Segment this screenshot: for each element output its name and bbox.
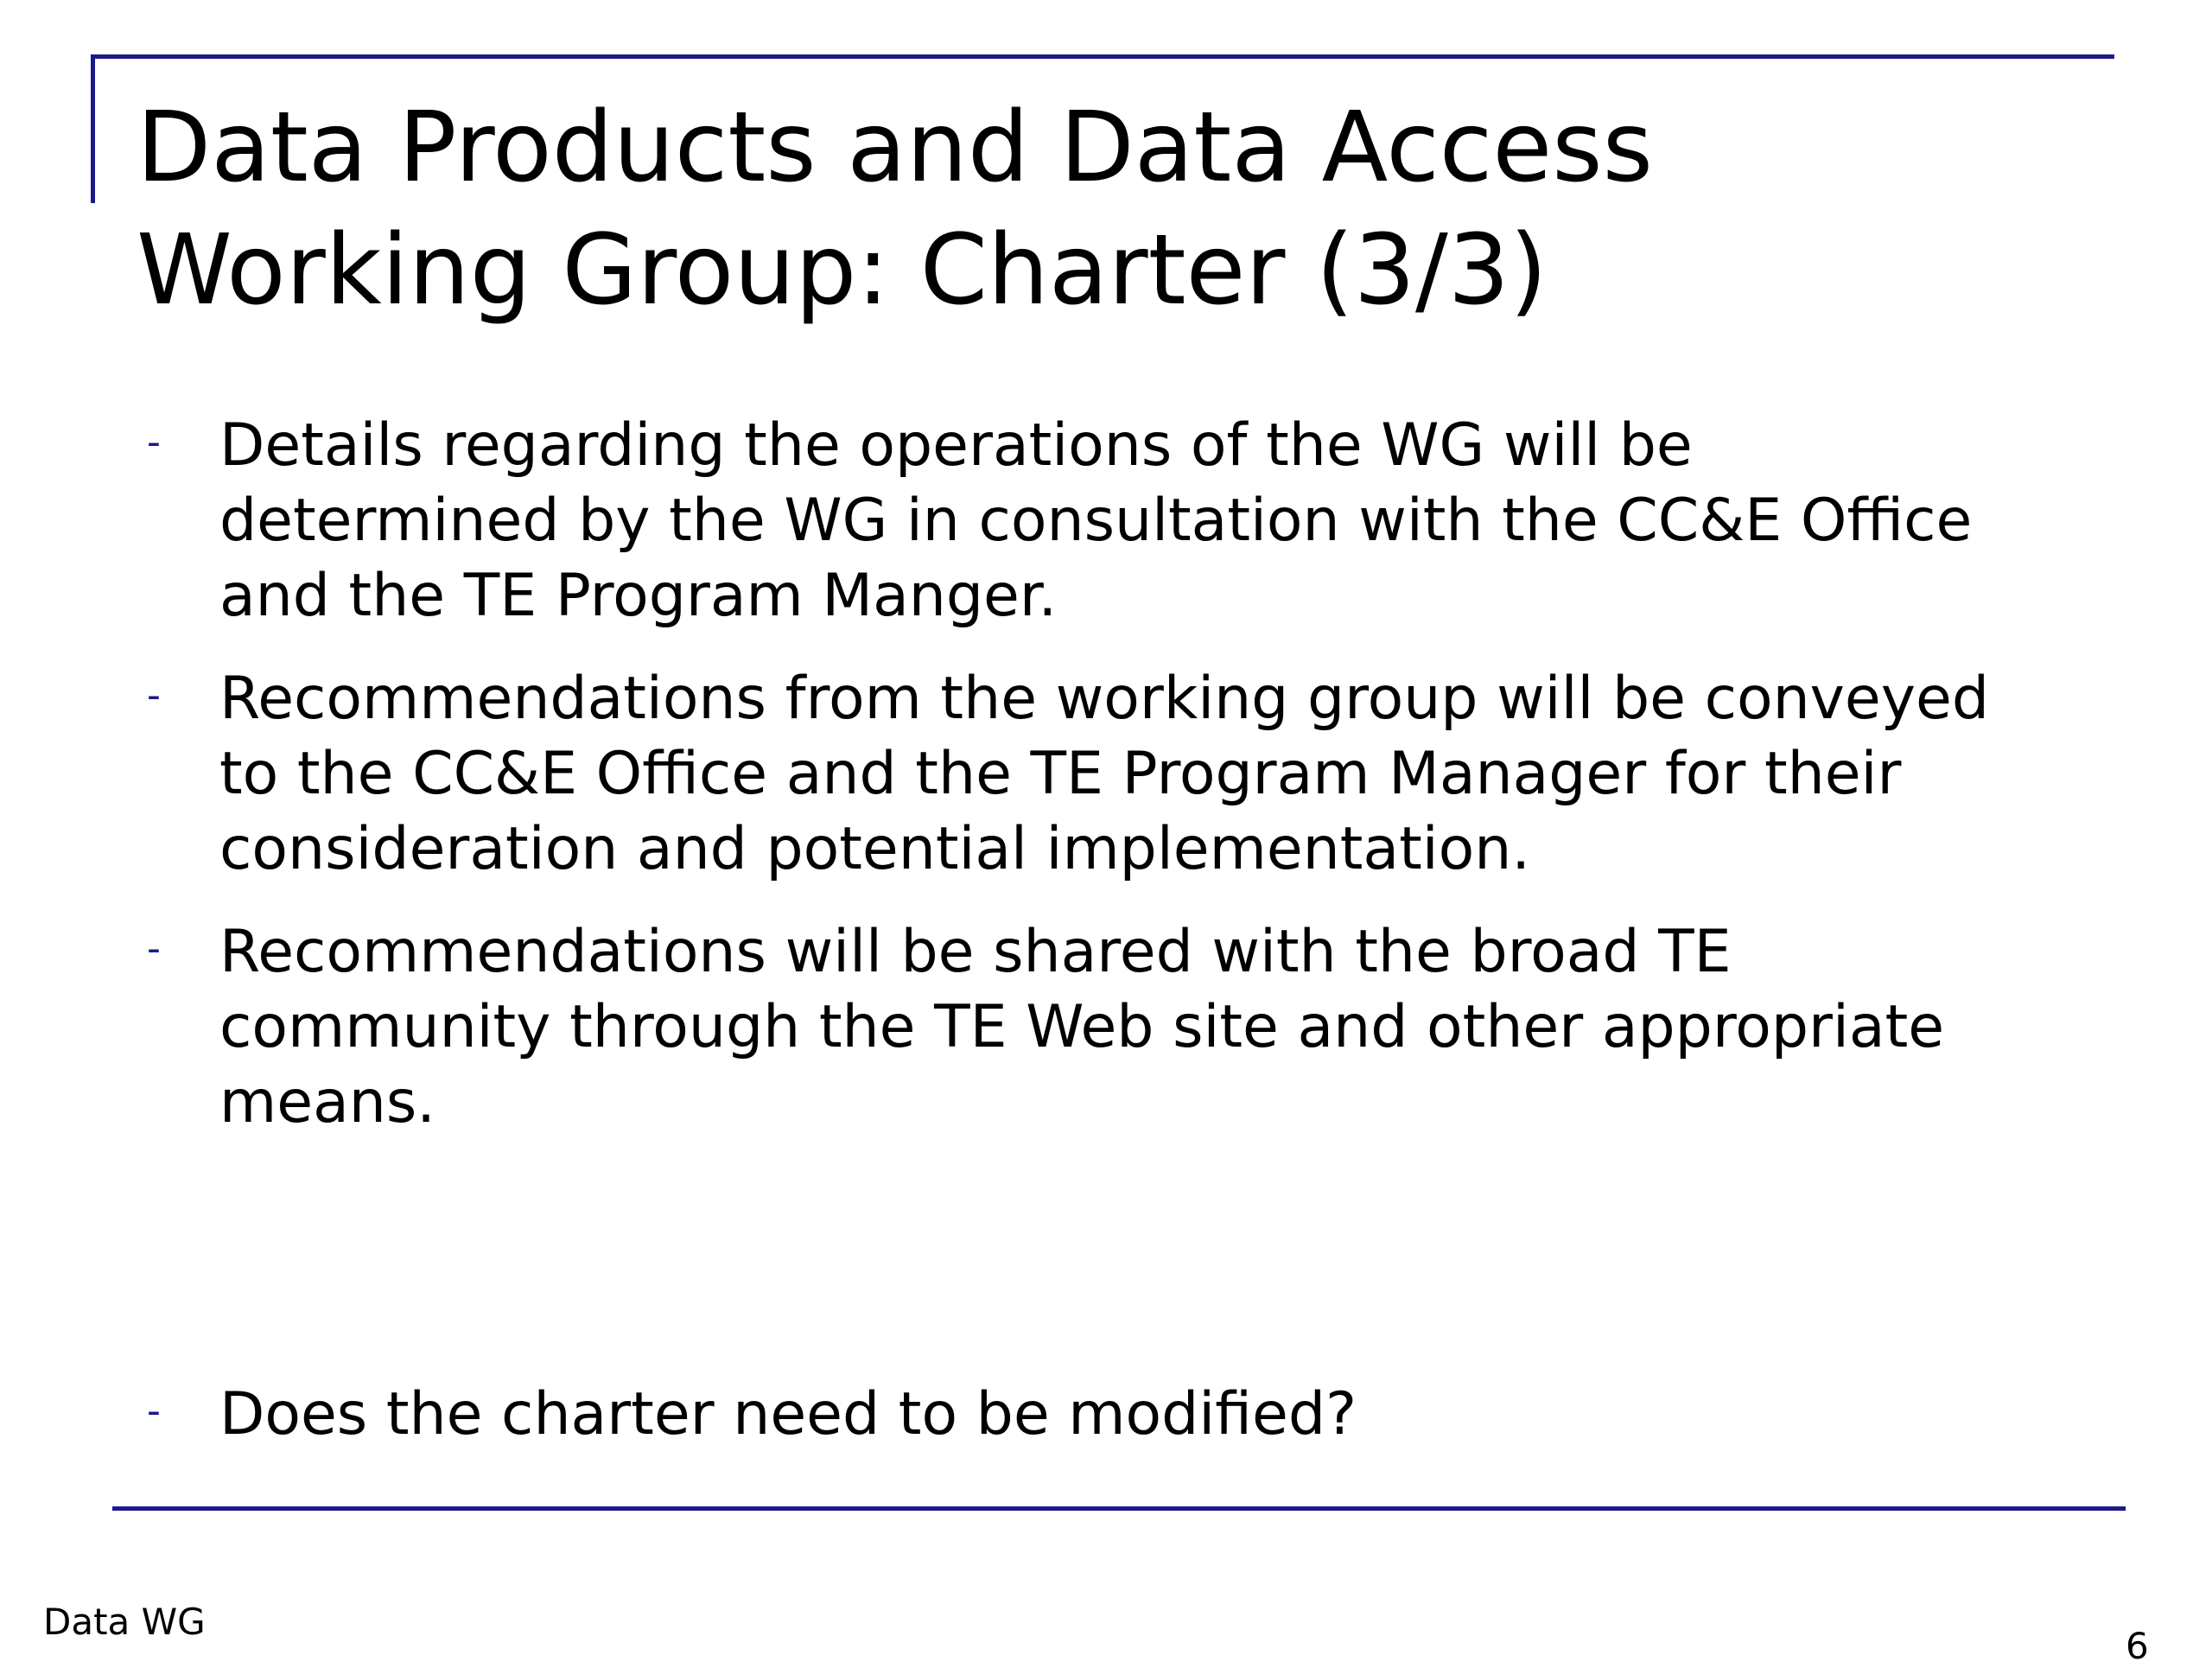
bullet-line: Does the charter need to be modified? xyxy=(219,1380,1357,1448)
dash-bullet-icon: - xyxy=(147,673,161,717)
bullet-text xyxy=(219,914,2120,1140)
bullet-line: Recommendations will be shared with the broad TE xyxy=(219,918,1732,986)
bullet-line: community through the TE Web site and other appropriate xyxy=(219,993,1945,1061)
bullet-line: determined by the WG in consultation with the CC&E Office xyxy=(219,487,1973,555)
footer-rule xyxy=(112,1506,2126,1511)
bullet-line: to the CC&E Office and the TE Program Manager for their xyxy=(219,740,1902,808)
page-number: 6 xyxy=(2126,1625,2149,1667)
bullet-text xyxy=(219,661,2120,887)
dash-bullet-icon: - xyxy=(147,926,161,971)
slide-title-line-2: Working Group: Charter (3/3) xyxy=(137,214,1548,327)
bullet-line: means. xyxy=(219,1068,435,1136)
bullet-text xyxy=(219,408,2120,633)
bullet-text xyxy=(219,1377,2120,1452)
dash-bullet-icon: - xyxy=(147,420,161,464)
bullet-line: Recommendations from the working group will be conveyed xyxy=(219,665,1990,733)
bullet-line: and the TE Program Manger. xyxy=(219,562,1058,630)
footer-label: Data WG xyxy=(43,1601,206,1643)
bullet-line: Details regarding the operations of the WG will be xyxy=(219,411,1693,480)
slide-title-line-1: Data Products and Data Access xyxy=(137,92,1653,204)
bullet-line: consideration and potential implementation. xyxy=(219,815,1530,883)
dash-bullet-icon: - xyxy=(147,1389,161,1433)
